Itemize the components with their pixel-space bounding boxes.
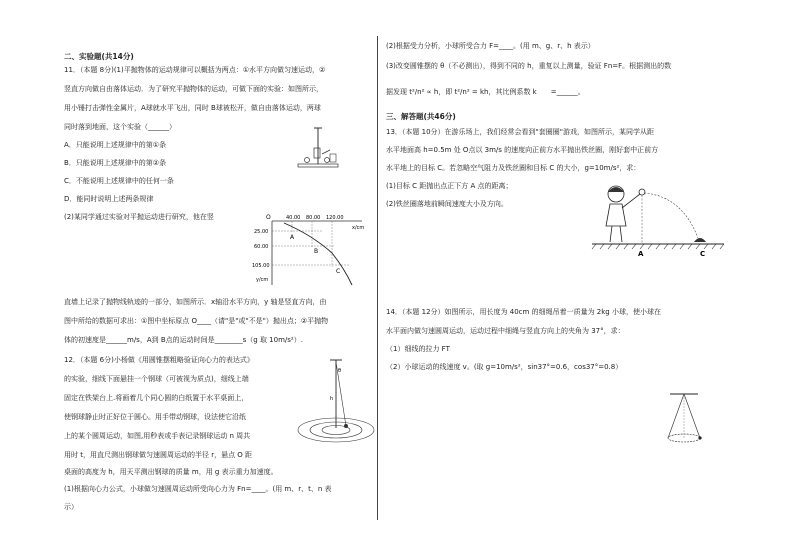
x-tick: 120.00 [326, 215, 344, 221]
x-axis-unit: x/cm [352, 225, 365, 231]
section2-title: 二、实验题(共14分) [64, 52, 134, 61]
q11-line: 竖直方向做自由落体运动．为了研究平抛物体的运动，可做下面的实验：如图所示， [64, 85, 323, 93]
q12-line: 桌面的高度为 h，用天平测出钢球的质量 m，用 g 表示重力加速度。 [64, 468, 278, 476]
q12-line: 据发现 t²/n² ∝ h，即 t²/n² = kh，其比例系数 k =______。 [386, 88, 585, 96]
cone-figure [662, 392, 706, 448]
right-column [386, 0, 726, 560]
q13-line: 水平地上的目标 C。若忽略空气阻力及铁丝圈和目标 C 的大小，g=10m/s²，求： [386, 164, 641, 172]
q12-line: 的实验，细线下面悬挂一个钢球（可被视为质点)，细线上端 [64, 375, 249, 383]
point-label: B [314, 248, 319, 255]
point-label: C [336, 268, 341, 275]
q13-line: (2)铁丝圈落地前瞬间速度大小及方向。 [386, 200, 508, 208]
q11-line: 直墙上记录了抛物线轨迹的一部分，如图所示．x轴沿水平方向，y 轴是竖直方向，由 [64, 298, 327, 306]
y-axis-unit: y/cm [256, 277, 269, 283]
q14-line: （1）细线的拉力 FT [386, 345, 450, 353]
q12-line: 示） [64, 503, 78, 511]
q11-option-d: D．能同时说明上述两条规律 [64, 195, 154, 203]
x-tick: 80.00 [306, 215, 321, 221]
graph-origin: O [266, 214, 271, 221]
q12-line: (1)根据向心力公式，小球做匀速圆周运动所受向心力为 Fn=____。(用 m、r、t、n 表 [64, 485, 332, 493]
y-tick: 25.00 [254, 229, 269, 235]
q11-line: 图中所给的数据可求出：①图中坐标原点 O____（请"是"或"不是"）抛出点；②平抛物 [64, 317, 329, 325]
q13-line: 13．（本题 10分）在游乐场上，我们经常会看到"套圈圈"游戏，如图所示，某同学从距 [386, 128, 654, 136]
q11-line: 同时落到地面，这个实验（______） [64, 123, 176, 131]
q12-line: 使钢球静止时正好位于圆心。用手带动钢球，设法使它沿纸 [64, 413, 246, 421]
column-divider [377, 36, 378, 520]
q12-line: 上的某个圆周运动，如图,用秒表或手表记录钢球运动 n 周共 [64, 432, 251, 440]
q11-line: 用小锤打击弹性金属片，A球就水平飞出，同时 B球被松开，做自由落体运动，两球 [64, 104, 321, 112]
q12-line: 固定在铁架台上.将画着几个同心圆的白纸置于水平桌面上， [64, 394, 249, 402]
section3-title: 三、解答题(共46分) [386, 112, 456, 121]
q11-line: (2)某同学通过实验对平抛运动进行研究，他在竖 [64, 213, 214, 221]
point-label: A [290, 234, 295, 241]
y-tick: 60.00 [254, 244, 269, 250]
y-tick: 105.00 [252, 263, 270, 269]
svg-text:θ: θ [338, 368, 342, 374]
q11-line: 11．（本题 8分)(1)平抛物体的运动规律可以概括为两点：①水平方向做匀速运动，② [64, 66, 326, 74]
q13-line: 水平地面高 h=0.5m 处 O点以 3m/s 的速度向正前方水平抛出铁丝圈，刚好套中正前方 [386, 146, 659, 154]
q11-option-c: C．不能说明上述规律中的任何一条 [64, 177, 174, 185]
svg-text:h: h [330, 396, 334, 402]
q11-option-b: B．只能说明上述规律中的第②条 [64, 159, 167, 167]
q13-line: (1)目标 C 距抛出点正下方 A 点的距离； [386, 182, 513, 190]
q14-line: 水平面内做匀速圆周运动，运动过程中细绳与竖直方向上的夹角为 37°，求： [386, 327, 625, 335]
ring-toss-figure [590, 180, 726, 258]
q11-option-a: A．只能说明上述规律中的第①条 [64, 141, 167, 149]
q14-line: （2）小球运动的线速度 v。(取 g=10m/s²，sin37°=0.6，cos37°=0.8） [386, 363, 623, 371]
trajectory-graph [252, 213, 372, 288]
left-column [64, 0, 370, 560]
apparatus-figure [296, 124, 342, 170]
q12-line: (3)改变圆锥摆的 θ（不必测出），得到不同的 h，重复以上测量，验证 Fn=F。根据测出的数 [386, 62, 672, 70]
q12-line: (2)根据受力分析，小球所受合力 F=____。(用 m、g、r、h 表示） [386, 42, 595, 50]
conical-pendulum-figure [290, 356, 375, 448]
q12-line: 12．（本题 6分)小杨做《用圆锥摆粗略验证向心力的表达式》 [64, 356, 254, 364]
q12-line: 用时 t，用直尺测出钢球做匀速圆周运动的半径 r，悬点 O 距 [64, 451, 253, 459]
x-tick: 40.00 [286, 215, 301, 221]
q11-line: 体的初速度是______m/s，A到 B点的运动时间是________s（g 取 10m/s²）. [64, 336, 303, 344]
point-a-label: A [638, 250, 644, 258]
q14-line: 14．（本题 12分）如图所示，用长度为 40cm 的细绳吊着一质量为 2kg 小球，使小球在 [386, 308, 661, 316]
point-c-label: C [700, 250, 706, 258]
